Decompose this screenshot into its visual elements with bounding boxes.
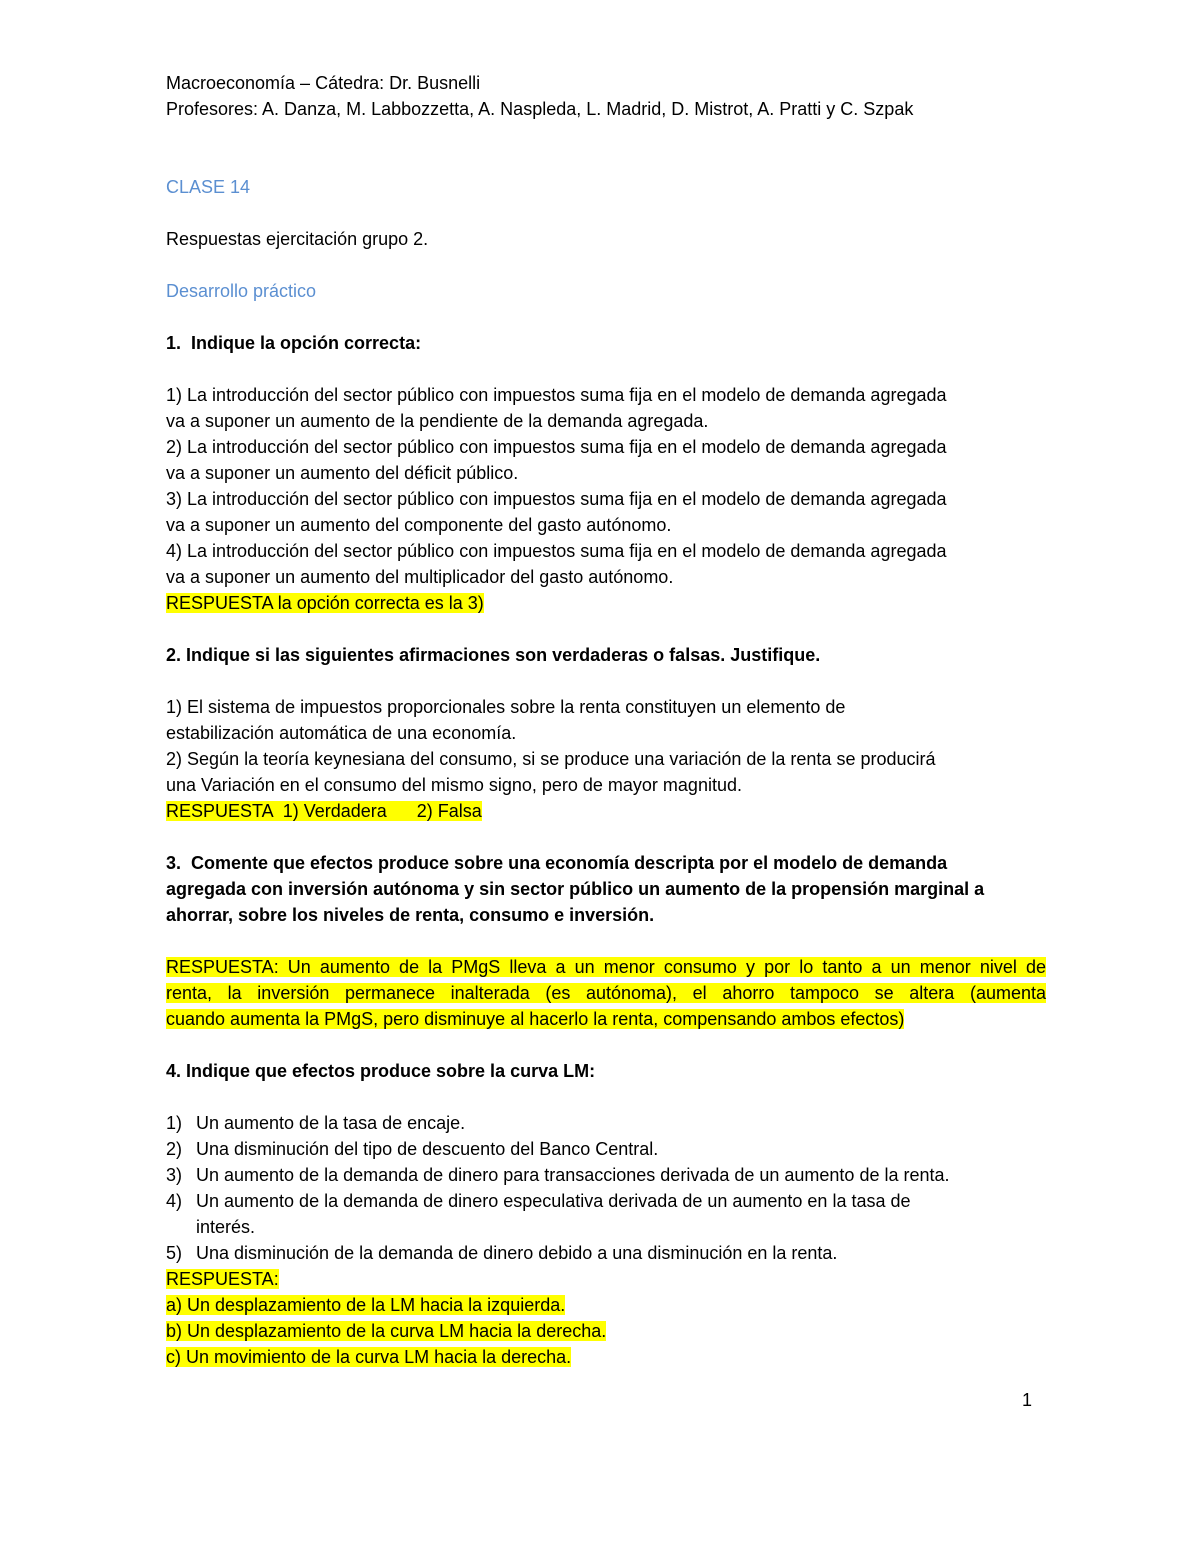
question-1-answer: RESPUESTA la opción correcta es la 3): [166, 593, 484, 613]
question-text: Indique la opción correcta:: [191, 333, 422, 353]
question-2-answer: RESPUESTA 1) Verdadera 2) Falsa: [166, 801, 482, 821]
question-4-item: [166, 1162, 1046, 1188]
question-1-option: [166, 538, 1046, 590]
item-text: Un aumento de la tasa de encaje.: [196, 1113, 466, 1133]
option-text: La introducción del sector público con impuestos suma fija en el modelo de demanda agregada: [187, 437, 947, 457]
question-3-answer: [166, 954, 1046, 1032]
course-header: Macroeconomía – Cátedra: Dr. Busnelli: [166, 73, 481, 93]
item-number: 3): [166, 1165, 183, 1185]
item-number: 2): [166, 749, 183, 769]
option-text-cont: va a suponer un aumento del componente del gasto autónomo.: [166, 515, 672, 535]
question-4-item: [166, 1240, 1046, 1266]
item-text-cont: estabilización automática de una economía.: [166, 723, 517, 743]
item-number: 5): [166, 1243, 183, 1263]
option-number: 3): [166, 489, 183, 509]
question-2-item: [166, 746, 1046, 798]
item-text: Un aumento de la demanda de dinero especulativa derivada de un aumento en la tasa de: [196, 1191, 911, 1211]
question-3-line: agregada con inversión autónoma y sin sector público un aumento de la propensión marginal a: [166, 879, 985, 899]
question-4-answer: c) Un movimiento de la curva LM hacia la derecha.: [166, 1347, 572, 1367]
section-title: Desarrollo práctico: [166, 281, 317, 301]
question-1-option: [166, 382, 1046, 434]
question-4-answer-label: RESPUESTA:: [166, 1269, 279, 1289]
question-4-answer: a) Un desplazamiento de la LM hacia la izquierda.: [166, 1295, 566, 1315]
option-text: La introducción del sector público con impuestos suma fija en el modelo de demanda agregada: [187, 541, 947, 561]
option-number: 2): [166, 437, 183, 457]
item-text-cont: una Variación en el consumo del mismo signo, pero de mayor magnitud.: [166, 775, 742, 795]
option-text-cont: va a suponer un aumento del déficit público.: [166, 463, 519, 483]
item-text: Según la teoría keynesiana del consumo, si se produce una variación de la renta se producirá: [187, 749, 936, 769]
question-2-item: [166, 694, 1046, 746]
option-number: 1): [166, 385, 183, 405]
item-number: 1): [166, 697, 183, 717]
class-title: CLASE 14: [166, 177, 251, 197]
option-number: 4): [166, 541, 183, 561]
item-text: Un aumento de la demanda de dinero para transacciones derivada de un aumento de la renta.: [196, 1165, 950, 1185]
option-text-cont: va a suponer un aumento del multiplicador del gasto autónomo.: [166, 567, 674, 587]
answer-line: RESPUESTA: Un aumento de la PMgS lleva a un menor consumo y por lo tanto a un menor nivel de: [166, 957, 1046, 977]
question-4-item: [166, 1136, 1046, 1162]
question-4-item: [166, 1110, 1046, 1136]
question-3-line: 3. Comente que efectos produce sobre una economía descripta por el modelo de demanda: [166, 853, 948, 873]
item-text: El sistema de impuestos proporcionales sobre la renta constituyen un elemento de: [187, 697, 846, 717]
item-text-cont: interés.: [196, 1217, 256, 1237]
question-4-item: [166, 1188, 1046, 1240]
question-4-title: 4. Indique que efectos produce sobre la curva LM:: [166, 1061, 596, 1081]
question-1-option: [166, 486, 1046, 538]
page-number: 1: [1022, 1390, 1033, 1410]
question-2-title: 2. Indique si las siguientes afirmaciones son verdaderas o falsas. Justifique.: [166, 645, 821, 665]
option-text-cont: va a suponer un aumento de la pendiente de la demanda agregada.: [166, 411, 709, 431]
professors-line: Profesores: A. Danza, M. Labbozzetta, A. Naspleda, L. Madrid, D. Mistrot, A. Pratti y C. Szpak: [166, 99, 914, 119]
item-number: 4): [166, 1191, 183, 1211]
question-1-option: [166, 434, 1046, 486]
option-text: La introducción del sector público con impuestos suma fija en el modelo de demanda agregada: [187, 385, 947, 405]
item-text: Una disminución de la demanda de dinero debido a una disminución en la renta.: [196, 1243, 838, 1263]
document-subtitle: Respuestas ejercitación grupo 2.: [166, 229, 429, 249]
document-page: [166, 70, 1046, 1370]
answer-line: cuando aumenta la PMgS, pero disminuye al hacerlo la renta, compensando ambos efectos): [166, 1009, 905, 1029]
question-1-title: [166, 330, 1046, 356]
option-text: La introducción del sector público con impuestos suma fija en el modelo de demanda agregada: [187, 489, 947, 509]
question-number: 1.: [166, 333, 182, 353]
answer-line: renta, la inversión permanece inalterada (es autónoma), el ahorro tampoco se altera (aumenta: [166, 983, 1046, 1003]
item-number: 1): [166, 1113, 183, 1133]
question-4-answer: b) Un desplazamiento de la curva LM hacia la derecha.: [166, 1321, 607, 1341]
item-text: Una disminución del tipo de descuento del Banco Central.: [196, 1139, 659, 1159]
question-3-line: ahorrar, sobre los niveles de renta, consumo e inversión.: [166, 905, 655, 925]
item-number: 2): [166, 1139, 183, 1159]
